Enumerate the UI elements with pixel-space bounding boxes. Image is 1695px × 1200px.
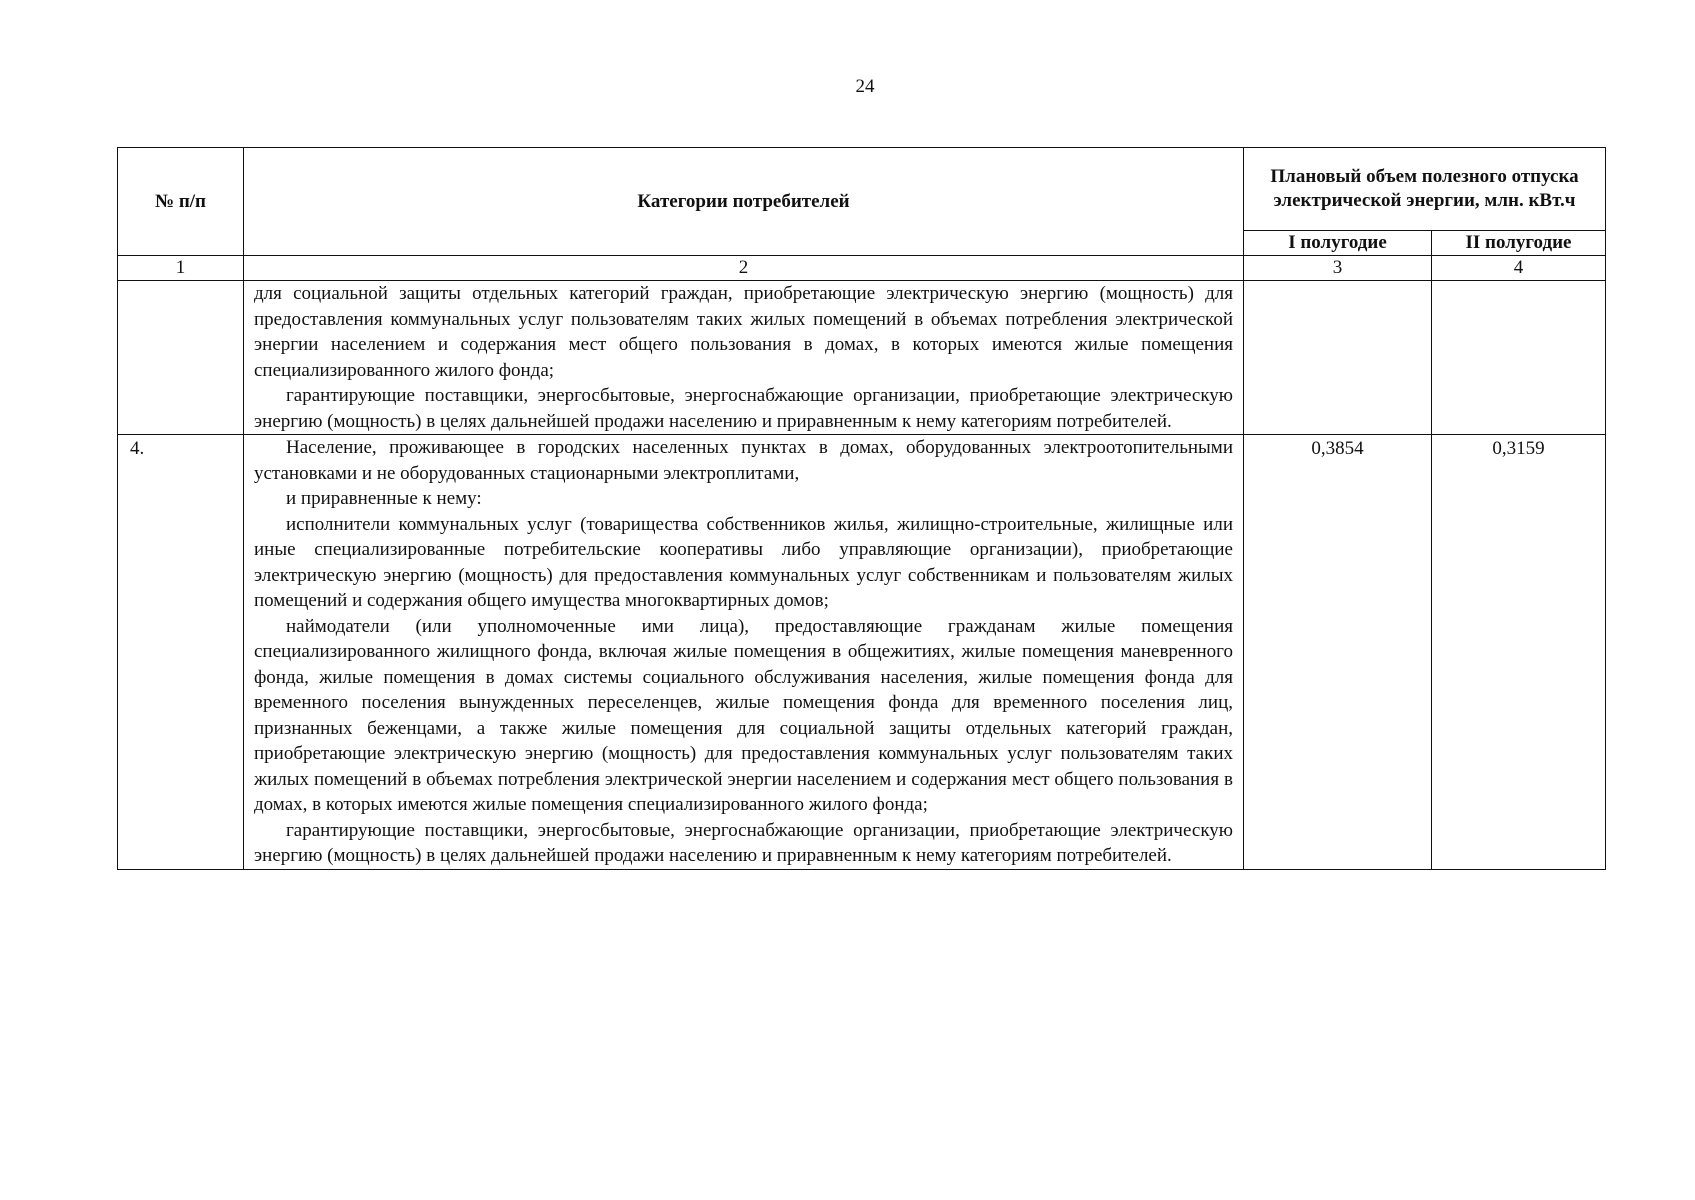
row-half1-value	[1244, 281, 1432, 435]
row-category-text	[244, 281, 1244, 435]
row-half2-value: 0,3159	[1432, 435, 1606, 870]
column-number: 1	[118, 256, 244, 281]
header-half2: II полугодие	[1432, 231, 1606, 256]
column-number-row	[118, 256, 1606, 281]
row-paragraph: исполнители коммунальных услуг (товарищества собственников жилья, жилищно-строительные, жилищные или иные специализированные потребительские кооперативы либо управляющие организации), приобретающие электрическую энергию (мощность) для предоставления коммунальных услуг собственникам и пользователям жилых помещений и содержания общего имущества многоквартирных домов;	[254, 513, 1233, 611]
row-number: 4.	[118, 435, 244, 870]
row-number	[118, 281, 244, 435]
row-paragraph: наймодатели (или уполномоченные ими лица), предоставляющие гражданам жилые помещения специализированного жилищного фонда, включая жилые помещения в общежитиях, жилые помещения маневренного фонда, жилые помещения в домах системы социального обслуживания населения, жилые помещения фонда для временного поселения вынужденных переселенцев, жилые помещения фонда для временного поселения лиц, признанных беженцами, а также жилые помещения для социальной защиты отдельных категорий граждан, приобретающие электрическую энергию (мощность) для предоставления коммунальных услуг пользователям таких жилых помещений в объемах потребления электрической энергии населением и содержания мест общего пользования в домах, в которых имеются жилые помещения специализированного жилого фонда;	[254, 615, 1233, 815]
row-paragraph: гарантирующие поставщики, энергосбытовые, энергоснабжающие организации, приобретающие электрическую энергию (мощность) в целях дальнейшей продажи населению и приравненным к нему категориям потребителей.	[254, 819, 1233, 866]
header-category: Категории потребителей	[244, 148, 1244, 256]
header-half1: I полугодие	[1244, 231, 1432, 256]
consumer-category-table	[117, 147, 1606, 870]
row-paragraph: и приравненные к нему:	[286, 488, 482, 509]
row-half1-value: 0,3854	[1244, 435, 1432, 870]
header-volume: Плановый объем полезного отпуска электрической энергии, млн. кВт.ч	[1244, 148, 1606, 231]
column-number: 2	[244, 256, 1244, 281]
row-half2-value	[1432, 281, 1606, 435]
row-paragraph: Население, проживающее в городских населенных пунктах в домах, оборудованных электроотопительными установками и не оборудованных стационарными электроплитами,	[254, 437, 1233, 484]
table-row	[118, 435, 1606, 870]
row-paragraph: гарантирующие поставщики, энергосбытовые, энергоснабжающие организации, приобретающие электрическую энергию (мощность) в целях дальнейшей продажи населению и приравненным к нему категориям потребителей.	[254, 385, 1233, 432]
row-category-text	[244, 435, 1244, 870]
table-row	[118, 281, 1606, 435]
header-number: № п/п	[118, 148, 244, 256]
page-number: 24	[855, 76, 875, 97]
table-header-row	[118, 148, 1606, 231]
row-paragraph: для социальной защиты отдельных категорий граждан, приобретающие электрическую энергию (мощность) для предоставления коммунальных услуг пользователям таких жилых помещений в объемах потребления электрической энергии населением и содержания мест общего пользования в домах, в которых имеются жилые помещения специализированного жилого фонда;	[254, 283, 1233, 381]
column-number: 4	[1432, 256, 1606, 281]
column-number: 3	[1244, 256, 1432, 281]
